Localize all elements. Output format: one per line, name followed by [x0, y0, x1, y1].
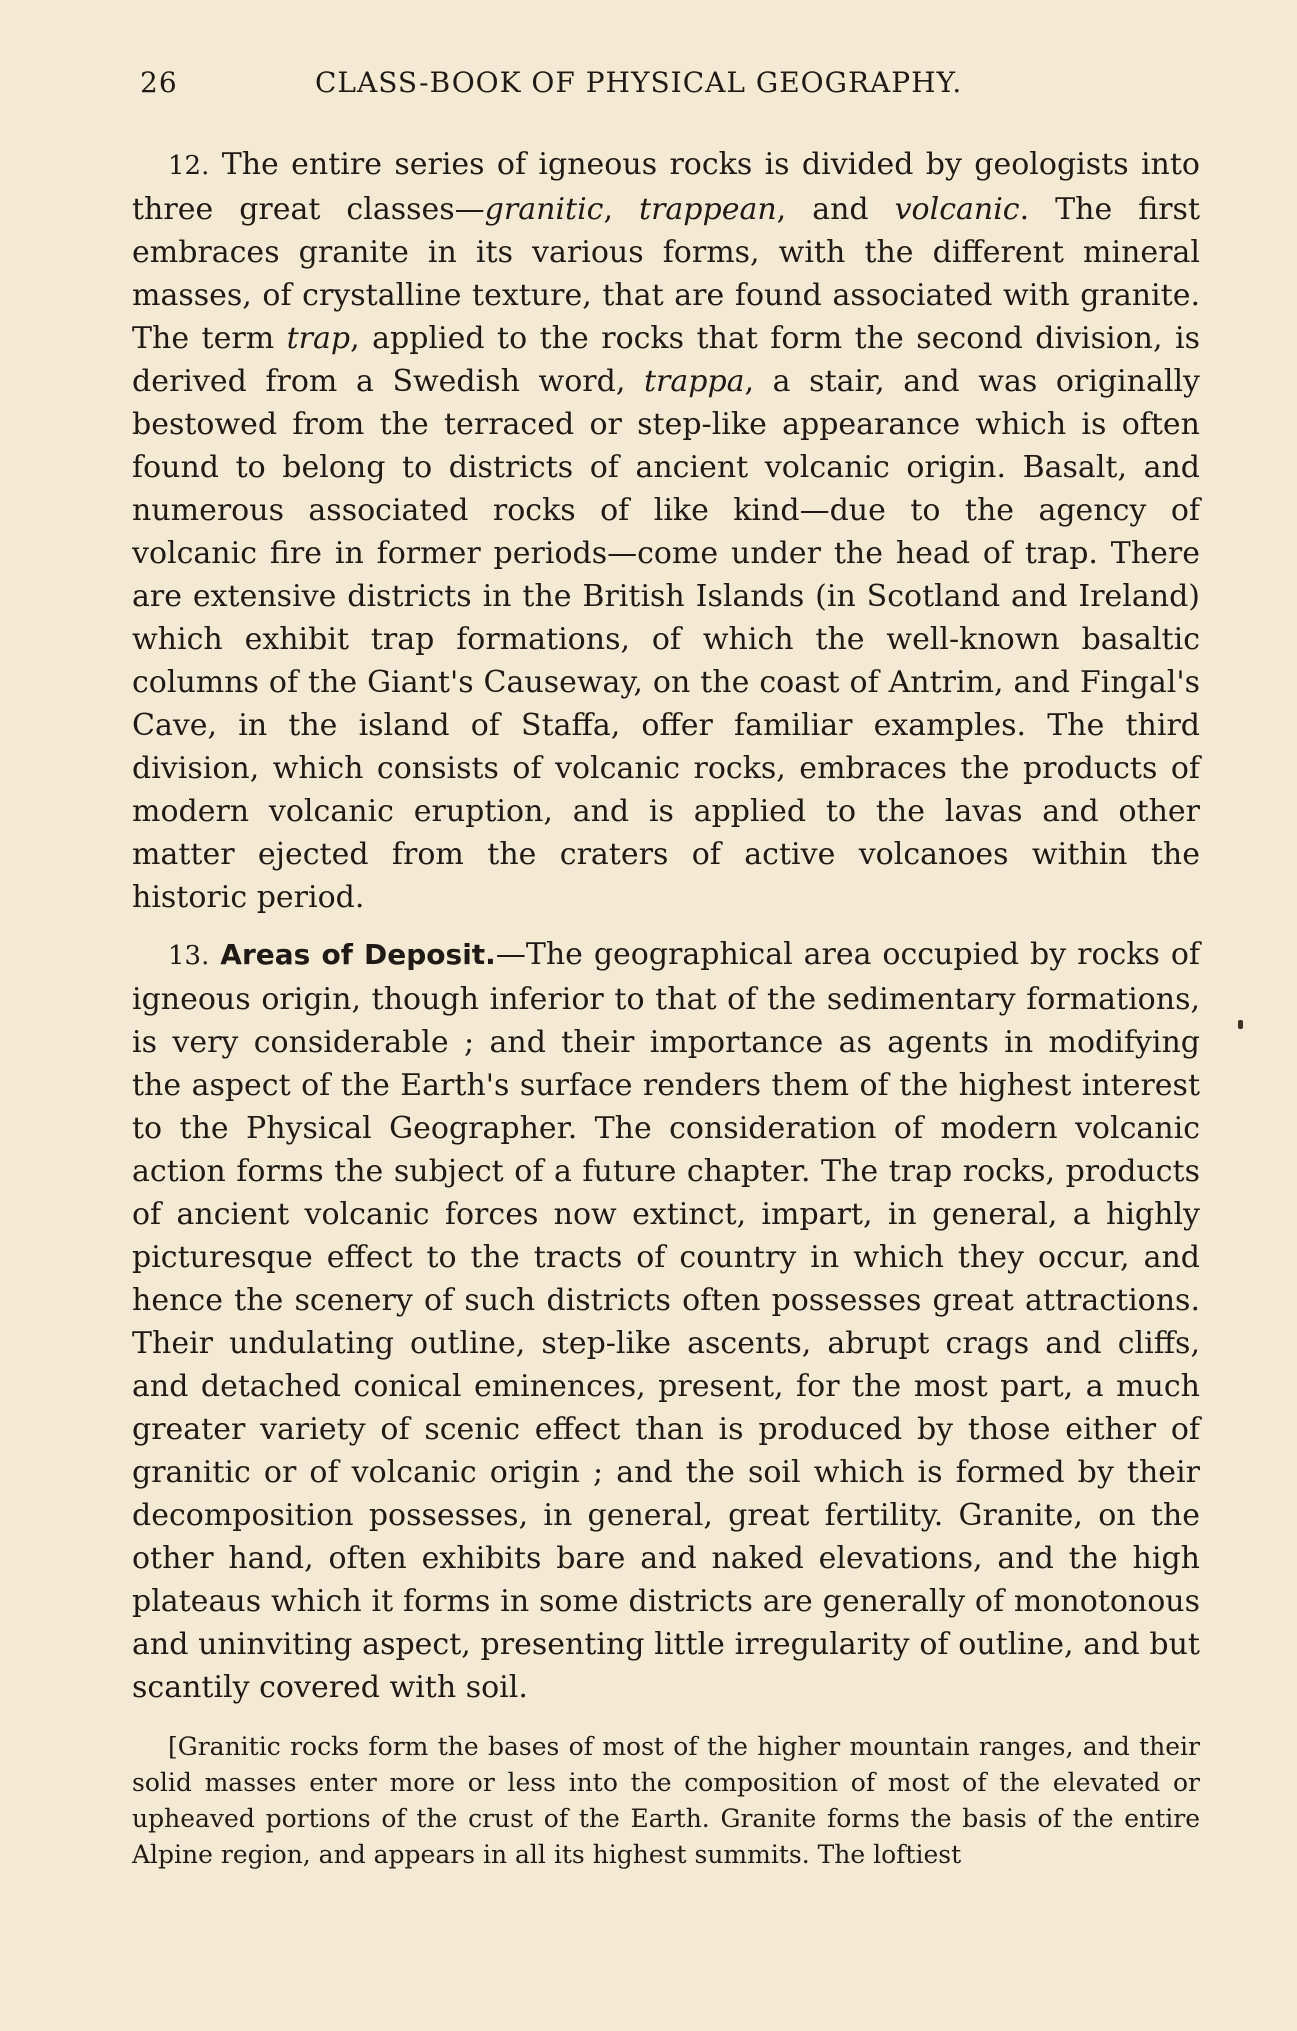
term-volcanic: volcanic — [894, 192, 1020, 227]
running-title: CLASS-BOOK OF PHYSICAL GEOGRAPHY. — [315, 66, 963, 99]
paragraph-text: —The geographical area occupied by rocks of igneous origin, though inferior to that of the sedimentary formations, is very considerable ; and their importance as agents in modifying the aspect of the Earth's surface renders them of the highest interest to the Physical Geographer. The consideration of modern volcanic action forms the subject of a future chapter. The trap rocks, products of ancient volcanic forces now extinct, impart, in general, a highly picturesque effect to the tracts of country in which they occur, and hence the scenery of such districts often possesses great attractions. Their undulating outline, step-like ascents, abrupt crags and cliffs, and detached conical eminences, present, for the most part, a much greater variety of scenic effect than is produced by those either of granitic or of volcanic origin ; and the soil which is formed by their decomposition possesses, in general, great fertility. Granite, on the other hand, often exhibits bare and naked elevations, and the high plateaus which it forms in some districts are generally of monotonous and uninviting aspect, presenting little irregularity of outline, and but scantily covered with soil. — [132, 937, 1200, 1705]
paragraph-13 — [132, 933, 1200, 1709]
page-header — [140, 66, 1200, 106]
paragraph-text: , and — [776, 192, 895, 227]
paragraph-text: . The first embraces granite in its various forms, with the different mineral masses, of crystalline texture, that are found associated with granite. The term — [132, 192, 1201, 356]
paragraph-number: 13. — [168, 941, 210, 971]
ink-speck — [1238, 1020, 1243, 1029]
paragraph-text: , — [603, 192, 640, 227]
term-trap: trap — [286, 321, 351, 356]
term-granitic: granitic — [484, 192, 604, 227]
bracketed-note: [Granitic rocks form the bases of most of the higher mountain ranges, and their solid masses enter more or less into the composition of most of the elevated or upheaved portions of the crust of the Earth. Granite forms the basis of the entire Alpine region, and appears in all its highest summits. The loftiest — [132, 1732, 1200, 1869]
section-heading: Areas of Deposit. — [220, 938, 496, 971]
paragraph-number: 12. — [168, 151, 210, 181]
paragraph-text: The entire series of igneous rocks is divided by geologists into three great classes— — [132, 147, 1200, 227]
paragraph-12 — [132, 143, 1200, 919]
body-text — [132, 143, 1200, 1873]
term-trappa: trappa — [643, 364, 745, 399]
page-number: 26 — [140, 66, 178, 99]
paragraph-text: , a stair, and was originally bestowed from the terraced or step-like appearance which is often found to belong to districts of ancient volcanic origin. Basalt, and numerous associated rocks of like kind—due to the agency of volcanic fire in former periods—come under the head of trap. There are extensive districts in the British Islands (in Scotland and Ireland) which exhibit trap formations, of which the well-known basaltic columns of the Giant's Causeway, on the coast of Antrim, and Fingal's Cave, in the island of Staffa, offer familiar examples. The third division, which consists of volcanic rocks, embraces the products of modern volcanic eruption, and is applied to the lavas and other matter ejected from the craters of active volcanoes within the historic period. — [132, 364, 1200, 915]
paragraph-text: , applied to the rocks that form the second division, is derived from a Swedish word, — [132, 321, 1200, 399]
term-trappean: trappean — [639, 192, 777, 227]
